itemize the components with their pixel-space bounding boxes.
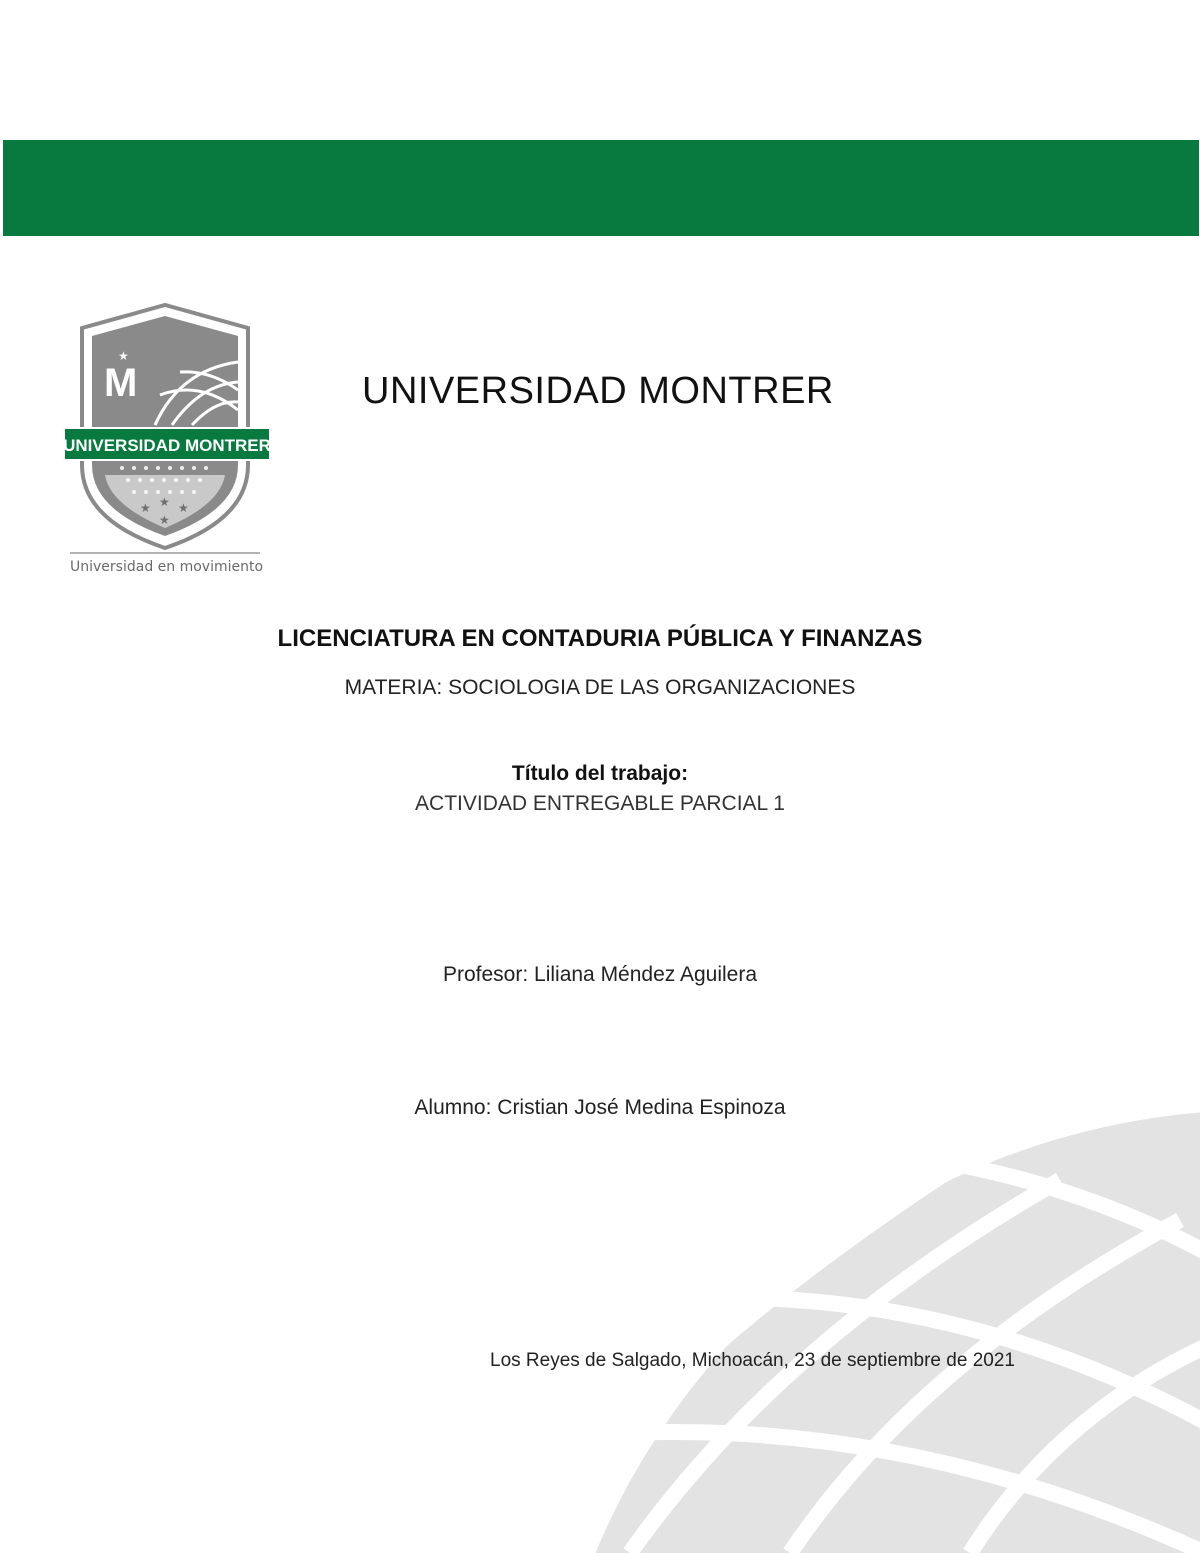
degree-title: LICENCIATURA EN CONTADURIA PÚBLICA Y FINANZAS (277, 625, 923, 652)
logo-tagline: Universidad en movimiento (70, 559, 264, 575)
place-date-line: Los Reyes de Salgado, Michoacán, 23 de septiembre de 2021 (490, 1350, 1015, 1371)
student-line: Alumno: Cristian José Medina Espinoza (414, 1096, 786, 1119)
university-name: UNIVERSIDAD MONTRER (362, 370, 834, 412)
work-title-label: Título del trabajo: (511, 762, 689, 785)
university-logo (60, 300, 275, 580)
svg-text:★: ★ (178, 501, 189, 515)
globe-watermark-icon (500, 1110, 1200, 1553)
svg-text:★: ★ (118, 349, 129, 363)
subject-line: MATERIA: SOCIOLOGIA DE LAS ORGANIZACIONES (344, 676, 856, 699)
svg-text:★: ★ (159, 513, 170, 527)
logo-letter: M (104, 361, 138, 405)
professor-line: Profesor: Liliana Méndez Aguilera (442, 963, 757, 986)
svg-text:★: ★ (140, 501, 151, 515)
logo-band-text: UNIVERSIDAD MONTRER (63, 436, 271, 455)
header-green-band (3, 140, 1199, 236)
svg-text:★: ★ (159, 495, 170, 509)
work-title: ACTIVIDAD ENTREGABLE PARCIAL 1 (415, 792, 785, 815)
